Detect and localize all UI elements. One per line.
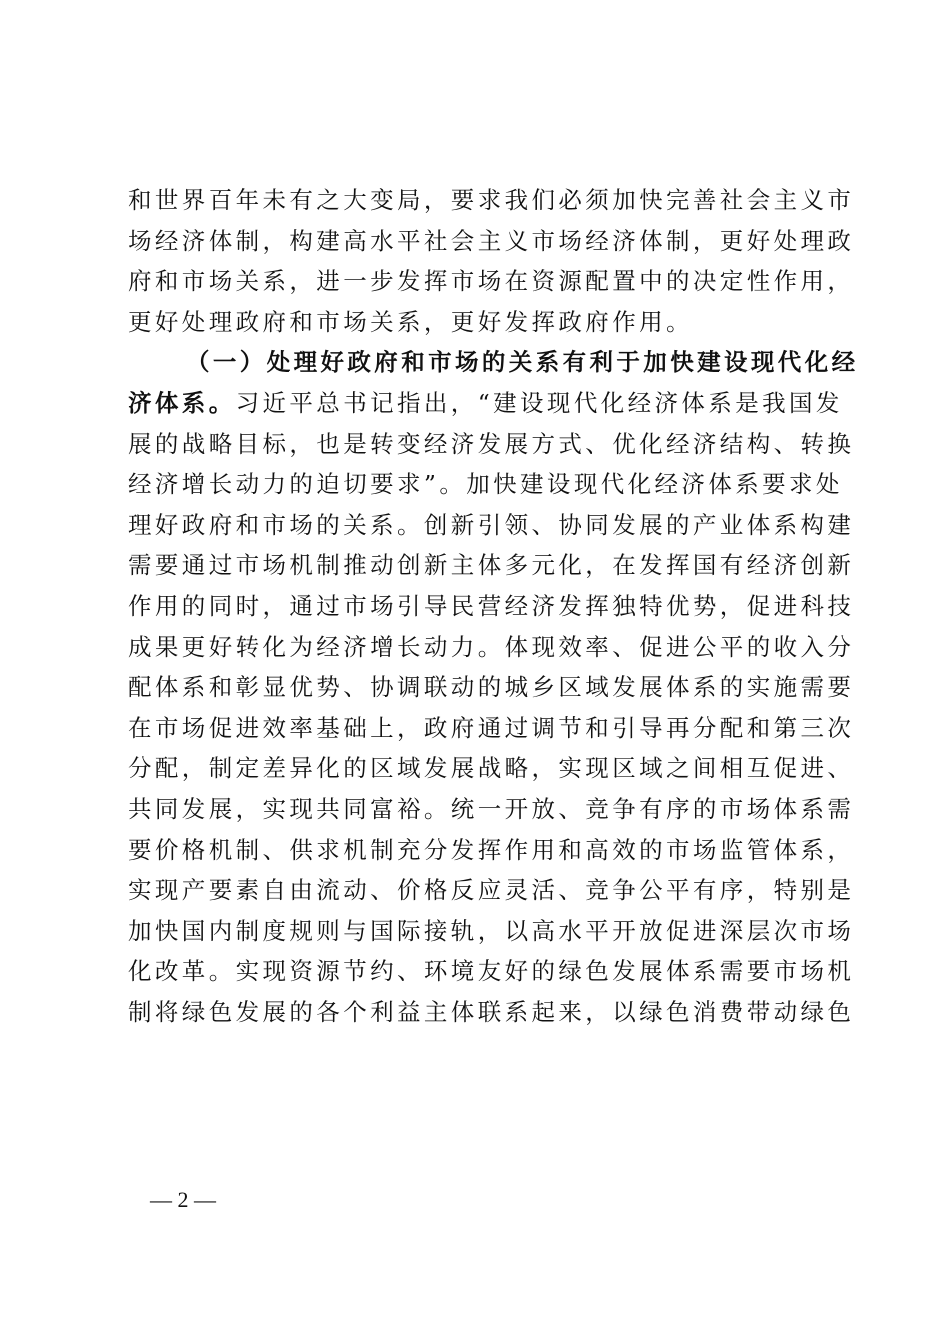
- text-line: 和世界百年未有之大变局，要求我们必须加快完善社会主义市: [128, 186, 855, 214]
- text-line: 场经济体制，构建高水平社会主义市场经济体制，更好处理政: [128, 226, 855, 255]
- section-heading-continuation: 济体系。: [128, 388, 236, 417]
- text-line: 制将绿色发展的各个利益主体联系起来，以绿色消费带动绿色: [128, 997, 855, 1026]
- text-line: 需要通过市场机制推动创新主体多元化，在发挥国有经济创新: [128, 551, 855, 580]
- text-line: 经济增长动力的迫切要求”。加快建设现代化经济体系要求处: [128, 470, 843, 499]
- text-line: 成果更好转化为经济增长动力。体现效率、促进公平的收入分: [128, 632, 855, 661]
- page-number: — 2 —: [150, 1187, 216, 1212]
- text-line: 配体系和彰显优势、协调联动的城乡区域发展体系的实施需要: [128, 673, 855, 702]
- text-line: [128, 383, 843, 424]
- text-line: 化改革。实现资源节约、环境友好的绿色发展体系需要市场机: [128, 957, 855, 986]
- text-line: 理好政府和市场的关系。创新引领、协同发展的产业体系构建: [128, 510, 855, 539]
- text-line: 分配，制定差异化的区域发展战略，实现区域之间相互促进、: [128, 754, 855, 783]
- body-text: [128, 180, 859, 1032]
- text-line: 实现产要素自由流动、价格反应灵活、竞争公平有序，特别是: [128, 876, 855, 905]
- paragraph-text: 习近平总书记指出，“建设现代化经济体系是我国发: [235, 388, 843, 417]
- text-line: 共同发展，实现共同富裕。统一开放、竞争有序的市场体系需: [128, 794, 855, 823]
- text-line: 要价格机制、供求机制充分发挥作用和高效的市场监管体系，: [128, 835, 855, 864]
- text-line: 在市场促进效率基础上，政府通过调节和引导再分配和第三次: [128, 713, 855, 742]
- section-heading: （一）处理好政府和市场的关系有利于加快建设现代化经: [186, 348, 859, 377]
- text-line: 更好处理政府和市场关系，更好发挥政府作用。: [128, 307, 693, 336]
- text-line: 府和市场关系，进一步发挥市场在资源配置中的决定性作用，: [128, 267, 855, 296]
- text-line: 作用的同时，通过市场引导民营经济发挥独特优势，促进科技: [128, 591, 855, 620]
- text-line: 展的战略目标，也是转变经济发展方式、优化经济结构、转换: [128, 429, 855, 458]
- text-line: 加快国内制度规则与国际接轨，以高水平开放促进深层次市场: [128, 916, 855, 945]
